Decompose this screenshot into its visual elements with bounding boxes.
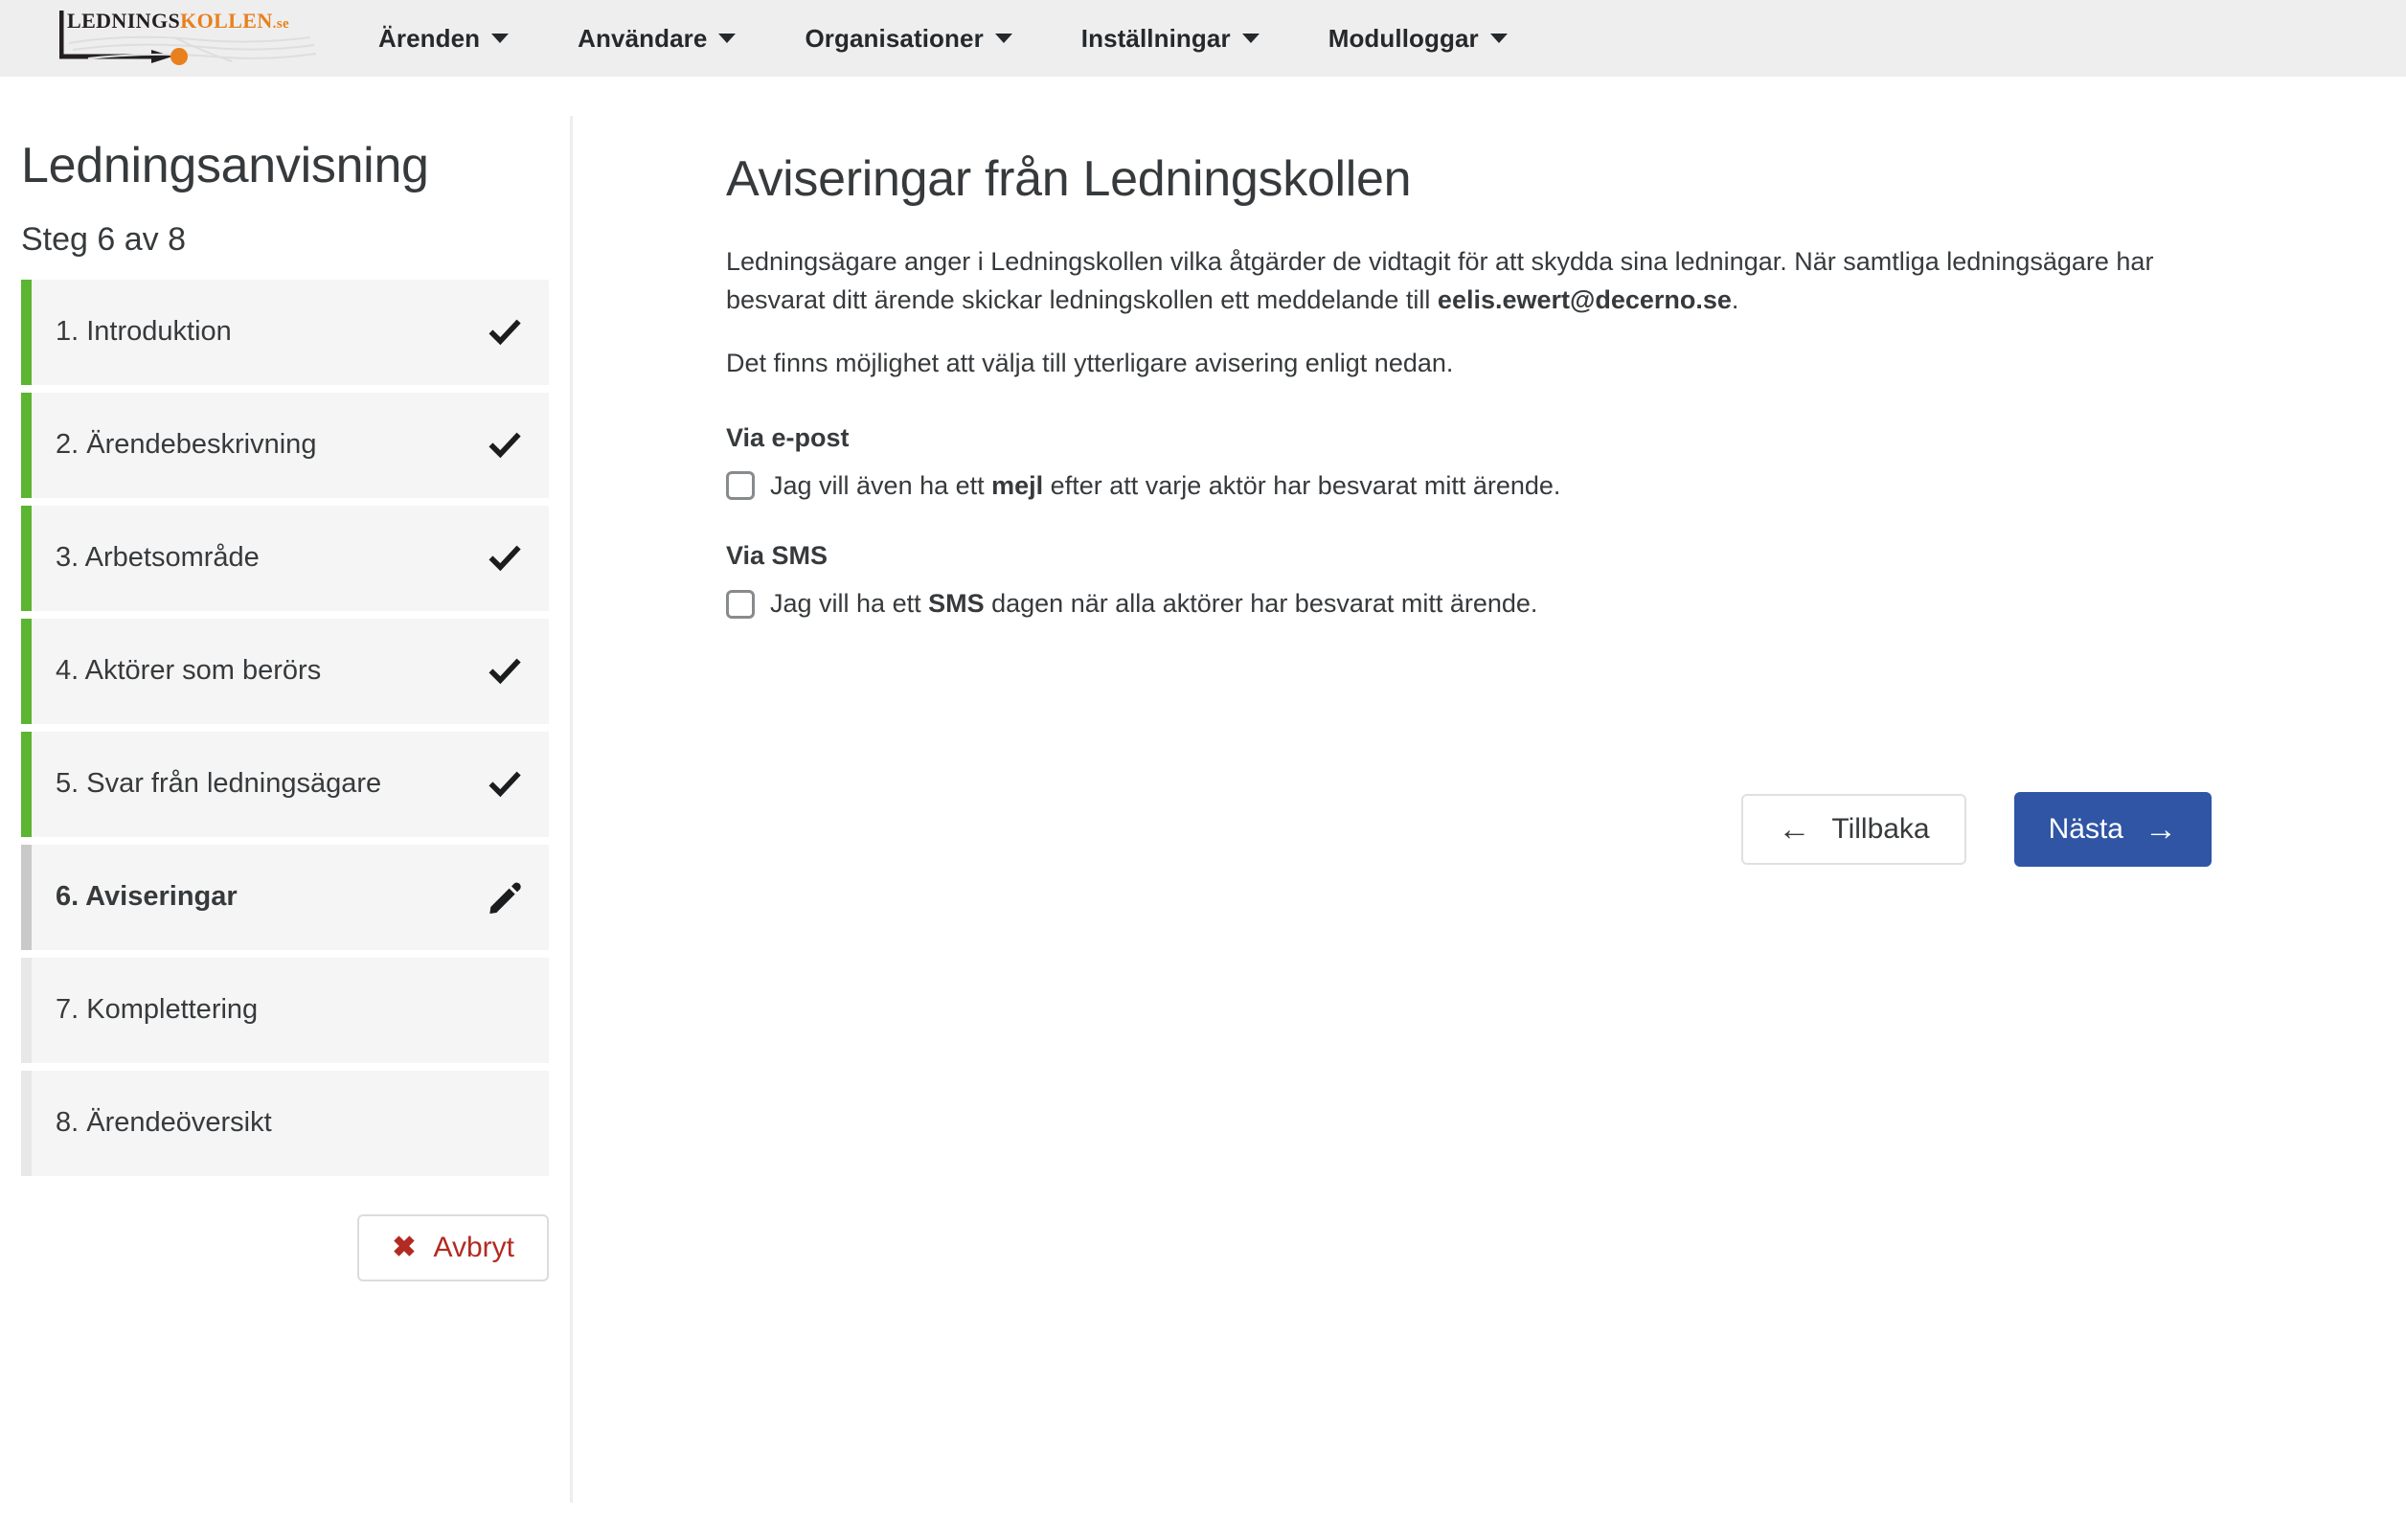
step-no-icon (486, 991, 524, 1030)
notification-email: eelis.ewert@decerno.se (1437, 285, 1732, 315)
step-counter: Steg 6 av 8 (21, 221, 187, 259)
intro-paragraph (726, 243, 2220, 320)
logo-text-ledningskollen: LEDNINGSKOLLEN.se (67, 9, 290, 33)
wizard-navigation (726, 792, 2310, 867)
sidebar-step-arendebeskrivning[interactable] (21, 393, 549, 498)
sidebar-step-arendeoversikt[interactable] (21, 1071, 549, 1176)
sms-notification-checkbox[interactable] (726, 590, 755, 619)
nav-item-anvandare[interactable] (578, 24, 736, 54)
page-body (0, 77, 2406, 1503)
check-icon (486, 765, 524, 804)
sms-notification-label (770, 588, 1537, 619)
sms-label-after: dagen när alla aktörer har besvarat mitt ärende. (984, 589, 1538, 619)
email-section-heading: Via e-post (726, 423, 850, 453)
step-label: 3. Arbetsområde (56, 541, 260, 573)
main-content (573, 116, 2406, 867)
check-icon (486, 652, 524, 691)
back-button[interactable] (1741, 794, 1965, 865)
nav-item-modulloggar[interactable] (1328, 24, 1508, 54)
cancel-button-label: Avbryt (433, 1231, 514, 1263)
sms-section-heading: Via SMS (726, 541, 828, 571)
check-icon (486, 313, 524, 351)
caret-down-icon (718, 34, 736, 43)
email-label-after: efter att varje aktör har besvarat mitt ärende. (1043, 471, 1561, 501)
page-title: Ledningsanvisning (21, 138, 429, 193)
nav-item-installningar[interactable] (1081, 24, 1260, 54)
step-label: 2. Ärendebeskrivning (56, 428, 317, 460)
sidebar-step-aktorer-som-berors[interactable] (21, 619, 549, 724)
step-label: 8. Ärendeöversikt (56, 1106, 272, 1138)
check-icon (486, 539, 524, 578)
secondary-paragraph: Det finns möjlighet att välja till ytterligare avisering enligt nedan. (726, 349, 1454, 378)
email-label-before: Jag vill även ha ett (770, 471, 992, 501)
nav-item-label: Modulloggar (1328, 23, 1479, 53)
step-label: 5. Svar från ledningsägare (56, 767, 382, 799)
sidebar-step-arbetsomrade[interactable] (21, 506, 549, 611)
caret-down-icon (995, 34, 1012, 43)
cancel-button[interactable] (357, 1214, 549, 1281)
ledningskollen-logo-icon (59, 9, 318, 68)
caret-down-icon (1490, 34, 1508, 43)
arrow-right-icon: → (2145, 810, 2177, 848)
content-title: Aviseringar från Ledningskollen (726, 151, 1412, 207)
intro-text-before: Ledningsägare anger i Ledningskollen vilka åtgärder de vidtagit för att skydda sina ledningar. När samtliga ledningsägare har besvarat ditt ärende skickar ledningskollen ett meddelande till (726, 247, 2154, 315)
sidebar-step-komplettering[interactable] (21, 958, 549, 1063)
close-x-icon: ✖ (392, 1231, 417, 1263)
sidebar-step-svar-fran-ledningsagare[interactable] (21, 732, 549, 837)
nav-item-label: Inställningar (1080, 23, 1231, 53)
intro-text-after: . (1731, 285, 1739, 315)
sms-notification-row[interactable] (726, 588, 2310, 619)
wizard-sidebar (0, 116, 573, 1503)
caret-down-icon (1242, 34, 1260, 43)
step-label: 4. Aktörer som berörs (56, 654, 322, 686)
pencil-icon (486, 878, 524, 917)
cancel-row (21, 1184, 570, 1281)
nav-item-label: Användare (578, 23, 708, 53)
site-logo[interactable] (0, 0, 290, 77)
email-notification-checkbox[interactable] (726, 471, 755, 500)
main-nav (378, 0, 1577, 77)
sms-label-before: Jag vill ha ett (770, 589, 929, 619)
back-button-label: Tillbaka (1831, 812, 1930, 845)
next-button-label: Nästa (2048, 812, 2123, 845)
wizard-step-list (21, 280, 570, 1176)
step-label: 6. Aviseringar (56, 880, 238, 912)
step-label: 1. Introduktion (56, 315, 232, 347)
step-no-icon (486, 1104, 524, 1143)
check-icon (486, 426, 524, 464)
sms-label-strong: SMS (928, 589, 985, 619)
next-button[interactable] (2014, 792, 2212, 867)
sidebar-step-aviseringar[interactable] (21, 845, 549, 950)
email-notification-row[interactable] (726, 470, 2310, 501)
email-notification-label (770, 470, 1560, 501)
caret-down-icon (491, 34, 509, 43)
nav-item-organisationer[interactable] (805, 24, 1011, 54)
top-navbar (0, 0, 2406, 77)
step-label: 7. Komplettering (56, 993, 259, 1025)
nav-item-label: Organisationer (805, 23, 984, 53)
sidebar-step-introduktion[interactable] (21, 280, 549, 385)
nav-item-label: Ärenden (378, 23, 481, 53)
email-label-strong: mejl (991, 471, 1044, 501)
arrow-left-icon: ← (1778, 810, 1811, 848)
nav-item-arenden[interactable] (378, 24, 509, 54)
